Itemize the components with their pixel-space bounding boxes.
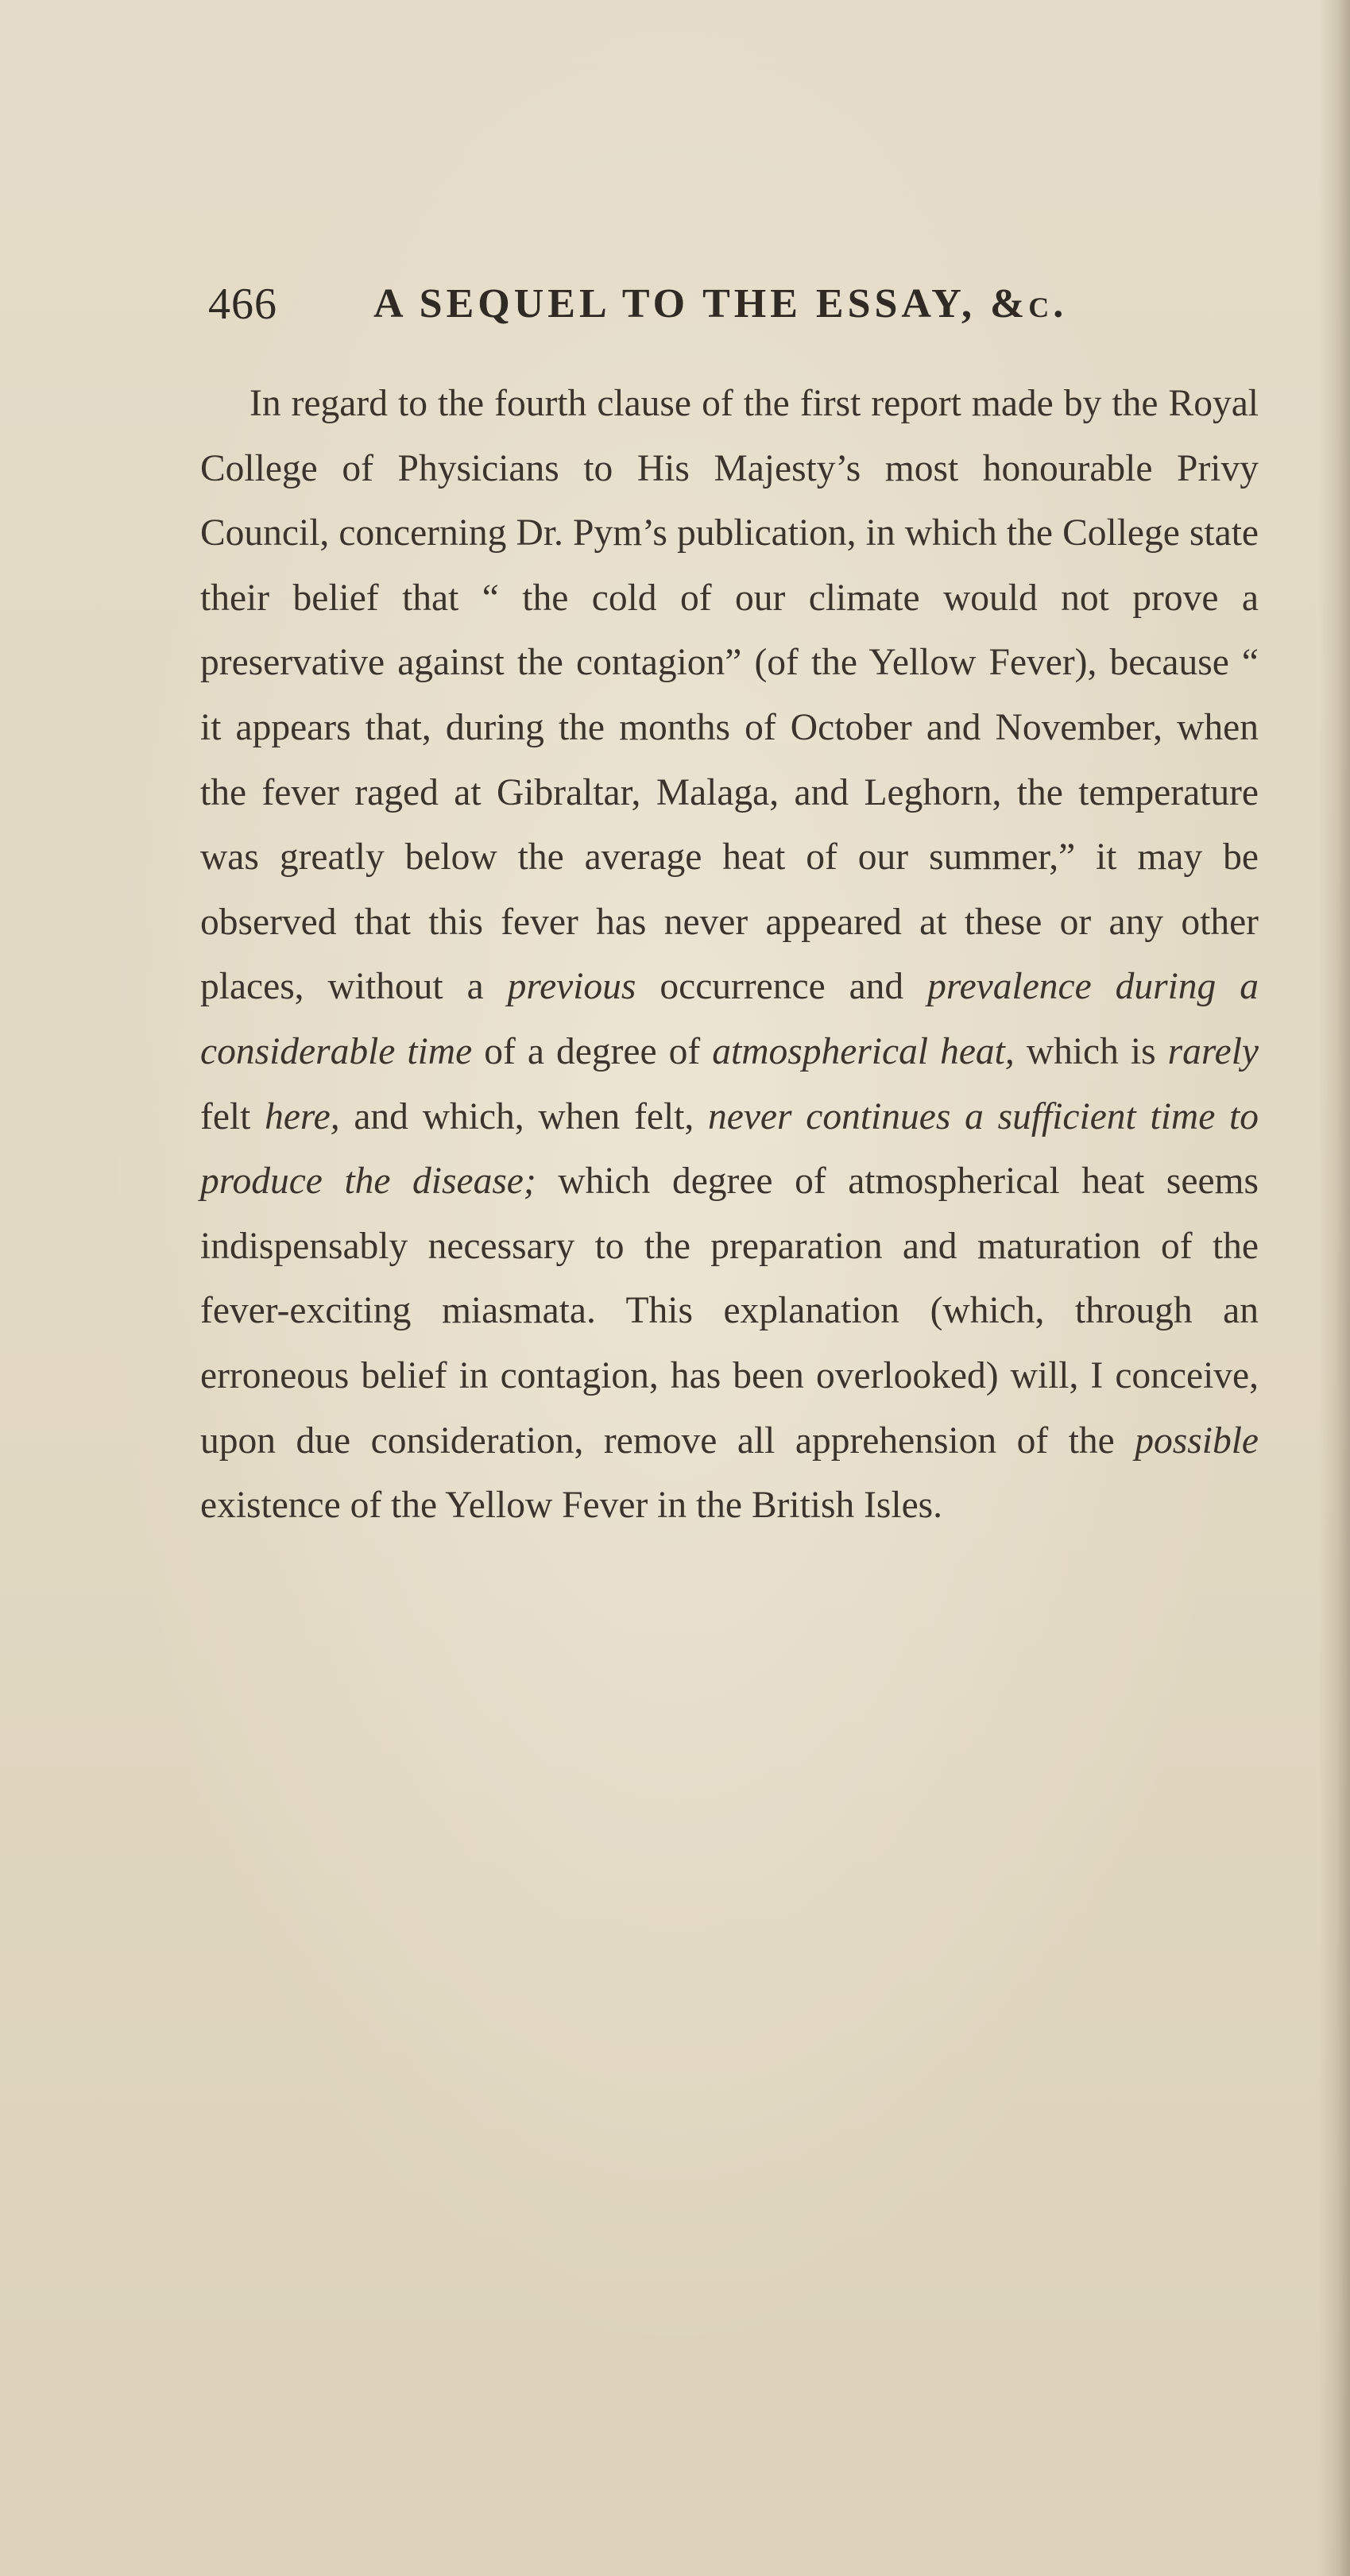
text-run: which is (1014, 1030, 1168, 1072)
body-paragraph (200, 372, 1259, 1539)
text-run: of a degree of (472, 1030, 713, 1072)
text-run: occurrence and (636, 966, 928, 1008)
running-head: A SEQUEL TO THE ESSAY, &c. (373, 281, 1068, 326)
italic-text-run: possible (1135, 1419, 1259, 1462)
italic-text-run: atmospherical heat, (712, 1030, 1015, 1072)
page-number: 466 (208, 280, 277, 329)
italic-text-run: prevalence during a considerable time (200, 966, 1259, 1072)
italic-text-run: here, (265, 1095, 340, 1137)
page-gutter-shadow (1318, 0, 1350, 2576)
text-run: and which, when felt, (339, 1095, 709, 1137)
italic-text-run: rarely (1167, 1030, 1259, 1072)
text-run: which degree of atmospherical heat seems indispensably necessary to the preparation and maturation of the fever-exciting miasmata. This explanation (which, through an erroneous belief in contagion, has been overlooked) will, I conceive, upon due consideration, remove all apprehension of the (200, 1161, 1259, 1462)
italic-text-run: never continues a sufficient time to produce the disease; (200, 1095, 1259, 1203)
italic-text-run: previous (507, 966, 636, 1008)
text-run: existence of the Yellow Fever in the British Isles. (200, 1485, 943, 1527)
text-run: In regard to the fourth clause of the first report made by the Royal College of Physicians to His Majesty’s most honourable Privy Council, concerning Dr. Pym’s publication, in which the College state their belief that “ the cold of our climate would not prove a preservative against the contagion” (of the Yellow Fever), because “ it appears that, during the months of October and November, when the fever raged at Gibraltar, Malaga, and Leghorn, the temperature was greatly below the average heat of our summer,” it may be observed that this fever has never appeared at these or any other places, without a (200, 383, 1259, 1008)
page-header (208, 268, 1130, 340)
text-run: felt (200, 1095, 265, 1137)
